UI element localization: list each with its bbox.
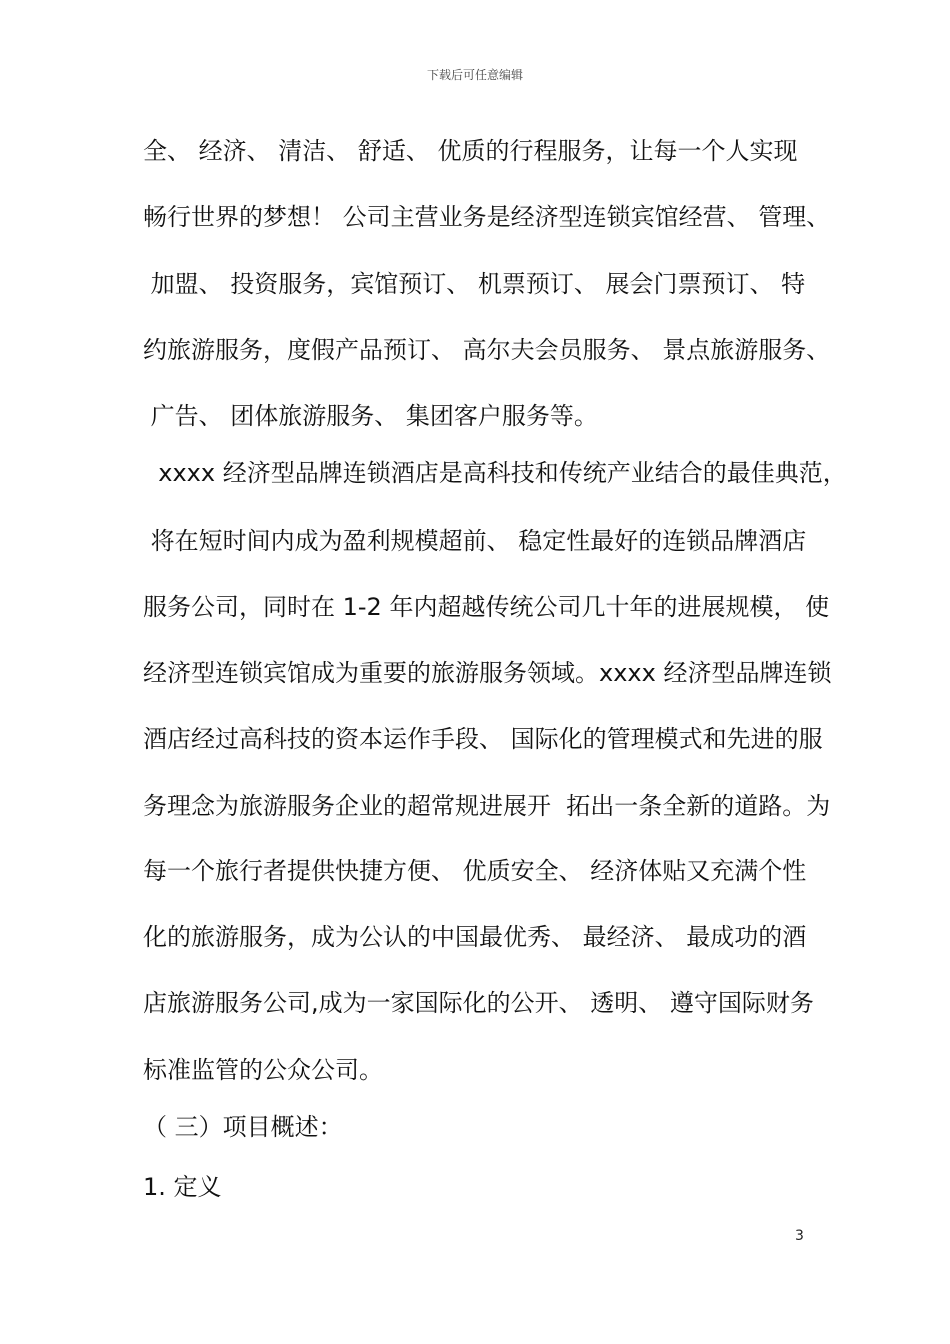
section-heading: （ 三）项目概述： bbox=[143, 1113, 343, 1141]
body-line: 将在短时间内成为盈利规模超前、 稳定性最好的连锁品牌酒店 bbox=[143, 527, 807, 555]
body-line: 服务公司，同时在 1-2 年内超越传统公司几十年的进展规模， 使 bbox=[143, 593, 830, 621]
body-line: 务理念为旅游服务企业的超常规进展开 拓出一条全新的道路。为 bbox=[143, 792, 831, 820]
body-line: 经济型连锁宾馆成为重要的旅游服务领域。xxxx 经济型品牌连锁 bbox=[143, 659, 832, 687]
body-line: 标准监管的公众公司。 bbox=[143, 1056, 383, 1084]
body-line: 店旅游服务公司,成为一家国际化的公开、 透明、 遵守国际财务 bbox=[143, 989, 814, 1017]
body-line: xxxx 经济型品牌连锁酒店是高科技和传统产业结合的最佳典范， bbox=[143, 459, 847, 487]
body-line: 约旅游服务，度假产品预订、 高尔夫会员服务、 景点旅游服务、 bbox=[143, 336, 831, 364]
subsection-heading: 1. 定义 bbox=[143, 1173, 222, 1201]
body-line: 广告、 团体旅游服务、 集团客户服务等。 bbox=[143, 402, 598, 430]
page-header: 下载后可任意编辑 bbox=[426, 68, 523, 82]
body-line: 酒店经过高科技的资本运作手段、 国际化的管理模式和先进的服 bbox=[143, 725, 823, 753]
body-line: 全、 经济、 清洁、 舒适、 优质的行程服务，让每一个人实现 bbox=[143, 137, 798, 165]
body-line: 加盟、 投资服务，宾馆预订、 机票预订、 展会门票预订、 特 bbox=[143, 270, 806, 298]
body-line: 畅行世界的梦想！ 公司主营业务是经济型连锁宾馆经营、 管理、 bbox=[143, 203, 831, 231]
body-line: 每一个旅行者提供快捷方便、 优质安全、 经济体贴又充满个性 bbox=[143, 857, 807, 885]
page-number: 3 bbox=[795, 1228, 804, 1244]
body-line: 化的旅游服务，成为公认的中国最优秀、 最经济、 最成功的酒 bbox=[143, 923, 807, 951]
